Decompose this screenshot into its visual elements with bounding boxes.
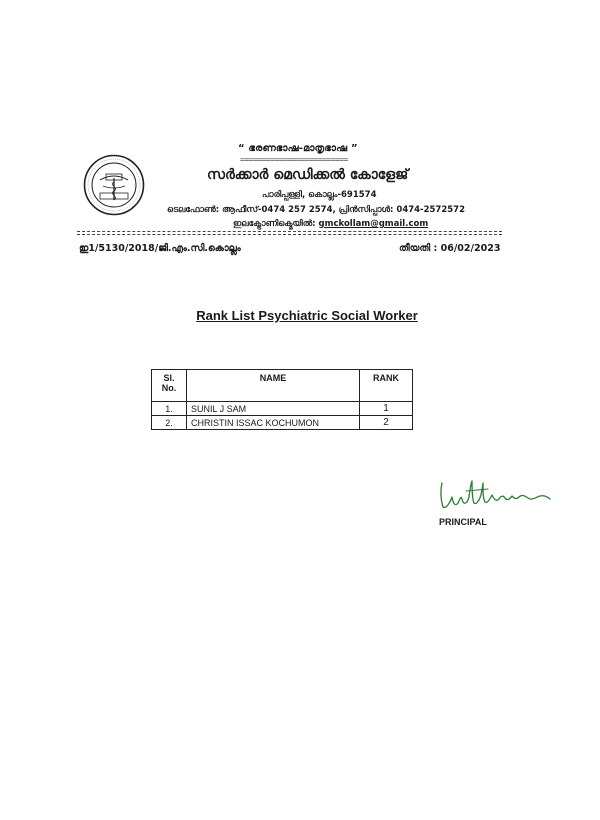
reference-date: തീയതി : 06/02/2023	[399, 243, 501, 254]
cell-name: SUNIL J SAM	[187, 402, 360, 416]
email-label: ഇലക്ട്രോണിക്മെയിൽ:	[233, 219, 319, 229]
header-name: NAME	[187, 370, 360, 402]
letterhead-divider-top	[77, 231, 502, 232]
institution-email-line	[233, 219, 428, 229]
cell-sl-no: 2.	[152, 416, 187, 430]
table-row	[152, 402, 413, 416]
motto-underline: =========================	[240, 155, 348, 164]
principal-signature	[436, 477, 554, 513]
rank-list-table	[151, 369, 413, 430]
cell-name: CHRISTIN ISSAC KOCHUMON	[187, 416, 360, 430]
letterhead-divider-bottom	[77, 234, 502, 235]
cell-rank: 2	[360, 416, 413, 430]
header-sl-no: Sl. No.	[152, 370, 187, 402]
college-seal-icon	[83, 154, 145, 216]
cell-rank: 1	[360, 402, 413, 416]
institution-phone: ടെലഫോൺ: ആഫീസ്-0474 257 2574, പ്രിൻസിപ്പാൾ: 0474-2572572	[167, 205, 465, 215]
table-header-row	[152, 370, 413, 402]
email-link[interactable]: gmckollam@gmail.com	[318, 219, 429, 229]
table-row	[152, 416, 413, 430]
institution-name: സർക്കാർ മെഡിക്കൽ കോളേജ്	[207, 167, 409, 183]
cell-sl-no: 1.	[152, 402, 187, 416]
header-rank: RANK	[360, 370, 413, 402]
motto-text: “ ഭരണഭാഷ-മാതൃഭാഷ ”	[238, 143, 358, 154]
document-title: Rank List Psychiatric Social Worker	[196, 308, 418, 323]
signatory-designation: PRINCIPAL	[439, 517, 487, 527]
reference-number: ഇ1/5130/2018/ജി.എം.സി.കൊല്ലം	[79, 243, 241, 254]
institution-address: പാരിപ്പള്ളി, കൊല്ലം-691574	[262, 190, 377, 200]
